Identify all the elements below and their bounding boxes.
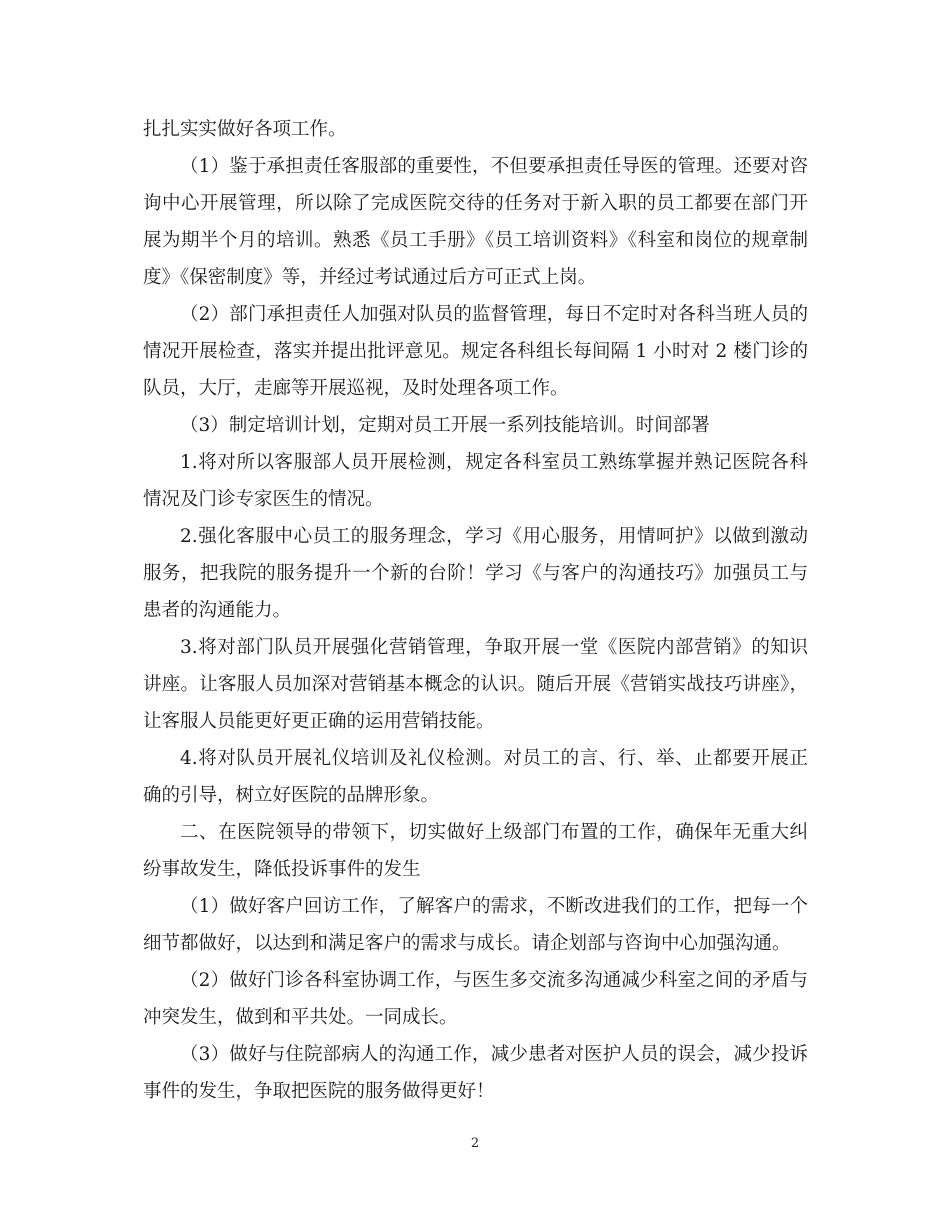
paragraph: （1）做好客户回访工作，了解客户的需求，不断改进我们的工作，把每一个细节都做好，以达到和满足客户的需求与成长。请企划部与咨询中心加强沟通。: [143, 896, 808, 954]
paragraph: 2.强化客服中心员工的服务理念，学习《用心服务，用情呵护》以做到激动服务，把我院的服务提升一个新的台阶！学习《与客户的沟通技巧》加强员工与患者的沟通能力。: [143, 526, 808, 621]
paragraph: 1.将对所以客服部人员开展检测，规定各科室员工熟练掌握并熟记医院各科情况及门诊专家医生的情况。: [143, 452, 808, 510]
paragraph: 4.将对队员开展礼仪培训及礼仪检测。对员工的言、行、举、止都要开展正确的引导，树立好医院的品牌形象。: [143, 748, 808, 806]
paragraph: 扎扎实实做好各项工作。: [143, 119, 347, 140]
page-number: 2: [470, 1136, 480, 1151]
paragraph: （2）部门承担责任人加强对队员的监督管理，每日不定时对各科当班人员的情况开展检查，落实并提出批评意见。规定各科组长每间隔 1 小时对 2 楼门诊的队员，大厅，走廊等开展巡视，及时处理各项工作。: [143, 304, 808, 399]
paragraph: （1）鉴于承担责任客服部的重要性，不但要承担责任导医的管理。还要对咨询中心开展管理，所以除了完成医院交待的任务对于新入职的员工都要在部门开展为期半个月的培训。熟悉《员工手册》《员工培训资料》《科室和岗位的规章制度》《保密制度》等，并经过考试通过后方可正式上岗。: [143, 156, 808, 288]
paragraph: （3）做好与住院部病人的沟通工作，减少患者对医护人员的误会，减少投诉事件的发生，争取把医院的服务做得更好！: [143, 1044, 808, 1102]
paragraph: （3）制定培训计划，定期对员工开展一系列技能培训。时间部署: [180, 415, 710, 436]
paragraph: 3.将对部门队员开展强化营销管理，争取开展一堂《医院内部营销》的知识讲座。让客服人员加深对营销基本概念的认识。随后开展《营销实战技巧讲座》，让客服人员能更好更正确的运用营销技能。: [143, 637, 808, 732]
paragraph: （2）做好门诊各科室协调工作，与医生多交流多沟通减少科室之间的矛盾与冲突发生，做到和平共处。一同成长。: [143, 970, 808, 1028]
paragraph: 二、在医院领导的带领下，切实做好上级部门布置的工作，确保年无重大纠纷事故发生，降低投诉事件的发生: [143, 822, 808, 880]
document-body: [143, 111, 808, 1110]
